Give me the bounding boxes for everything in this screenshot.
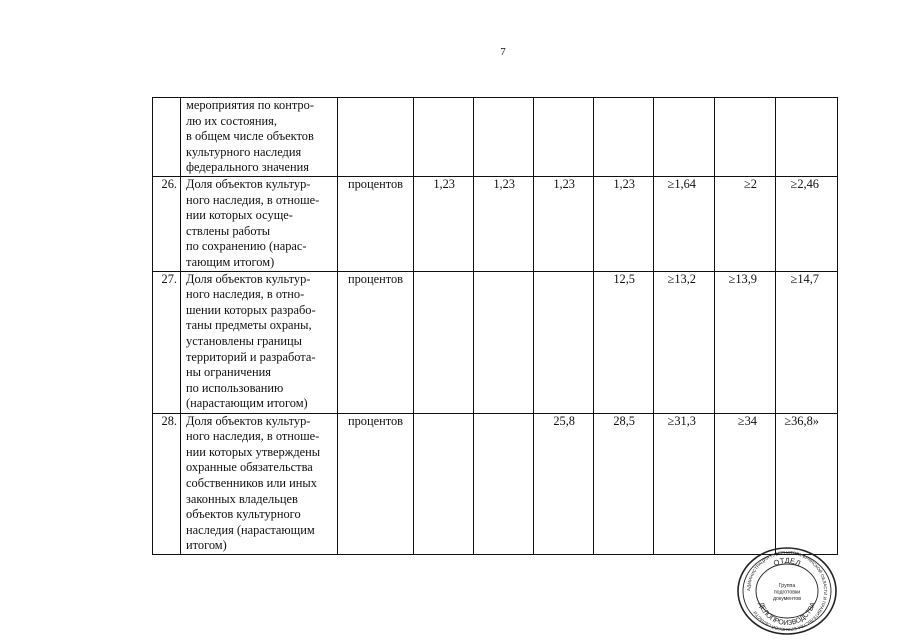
table-row: [153, 98, 838, 177]
indicator-name-line: по сохранению (нарас-: [186, 239, 307, 254]
table-row: [153, 413, 838, 554]
value-cell: [715, 98, 776, 177]
value-cell: ≥31,3: [654, 413, 715, 554]
stamp-center-text: [773, 583, 801, 602]
indicator-name-line: шении которых разрабо-: [186, 302, 316, 317]
indicator-name-cell: [181, 98, 338, 177]
unit-cell: процентов: [338, 176, 414, 271]
stamp-title: ОТДЕЛ: [772, 555, 802, 568]
value-cell: [474, 413, 534, 554]
unit-cell: [338, 98, 414, 177]
value-cell: ≥36,8»: [776, 413, 838, 554]
indicator-name-line: тающим итогом): [186, 254, 275, 269]
indicator-name-line: ствлены работы: [186, 223, 271, 238]
indicator-name-line: культурного наследия: [186, 144, 302, 159]
indicator-name-line: в общем числе объектов: [186, 129, 314, 144]
indicator-name-line: Доля объектов культур-: [186, 176, 311, 191]
indicator-name-cell: [181, 271, 338, 413]
indicator-name-line: Доля объектов культур-: [186, 271, 311, 286]
value-cell: ≥1,64: [654, 176, 715, 271]
value-cell: ≥13,9: [715, 271, 776, 413]
indicator-name-line: по использованию: [186, 380, 284, 395]
row-number-cell: 28.: [153, 413, 181, 554]
indicator-name-line: федерального значения: [186, 160, 309, 175]
value-cell: [534, 271, 594, 413]
table-row: [153, 176, 838, 271]
value-cell: 25,8: [534, 413, 594, 554]
value-cell: 1,23: [414, 176, 474, 271]
unit-cell: процентов: [338, 413, 414, 554]
value-cell: 1,23: [474, 176, 534, 271]
indicator-name-line: территорий и разработа-: [186, 349, 316, 364]
row-number-cell: 26.: [153, 176, 181, 271]
value-cell: [534, 98, 594, 177]
unit-cell: процентов: [338, 271, 414, 413]
indicator-name-line: законных владельцев: [186, 491, 298, 506]
value-cell: 28,5: [594, 413, 654, 554]
value-cell: [414, 271, 474, 413]
value-cell: [414, 413, 474, 554]
indicator-name-line: собственников или иных: [186, 475, 317, 490]
indicator-name-line: таны предметы охраны,: [186, 318, 312, 333]
value-cell: [594, 98, 654, 177]
page-number: 7: [500, 46, 506, 58]
value-cell: [474, 271, 534, 413]
indicator-name-line: ного наследия, в отноше-: [186, 192, 320, 207]
indicator-name-line: нии которых утверждены: [186, 444, 321, 459]
value-cell: [654, 98, 715, 177]
indicator-name-line: наследия (нарастающим: [186, 522, 315, 537]
indicator-table: [152, 97, 838, 555]
value-cell: ≥14,7: [776, 271, 838, 413]
indicator-name-line: ного наследия, в отноше-: [186, 429, 320, 444]
value-cell: ≥34: [715, 413, 776, 554]
indicator-name-cell: [181, 413, 338, 554]
stamp-outer-text: АДМИНИСТРАЦИЯ ГУБЕРНАТОРА БРЯНСКОЙ ОБЛАСТИ И ПРАВИТЕЛЬСТВА БРЯНСКОЙ ОБЛАСТИ: [745, 549, 829, 633]
indicator-name-line: ного наследия, в отно-: [186, 287, 305, 302]
indicator-name-line: охранные обязательства: [186, 460, 313, 475]
indicator-name-line: Доля объектов культур-: [186, 413, 311, 428]
indicator-name-line: итогом): [186, 538, 227, 553]
stamp-inner-text: ДЕЛОПРОИЗВОДСТВА: [756, 601, 818, 628]
value-cell: [776, 98, 838, 177]
value-cell: 1,23: [534, 176, 594, 271]
indicator-name-cell: [181, 176, 338, 271]
indicator-name-line: (нарастающим итогом): [186, 396, 308, 411]
value-cell: ≥13,2: [654, 271, 715, 413]
value-cell: ≥2,46: [776, 176, 838, 271]
value-cell: [474, 98, 534, 177]
indicator-name-line: установлены границы: [186, 333, 303, 348]
value-cell: ≥2: [715, 176, 776, 271]
value-cell: 12,5: [594, 271, 654, 413]
row-number-cell: [153, 98, 181, 177]
official-stamp: [736, 546, 838, 636]
indicator-name-line: ны ограничения: [186, 365, 271, 380]
indicator-name-line: мероприятия по контро-: [186, 98, 314, 112]
indicator-name-line: нии которых осуще-: [186, 208, 293, 223]
stamp-center-line: Группа: [778, 583, 796, 589]
stamp-center-line: подготовки: [773, 589, 801, 596]
value-cell: 1,23: [594, 176, 654, 271]
stamp-center-line: документов: [772, 596, 802, 602]
row-number-cell: 27.: [153, 271, 181, 413]
table-row: [153, 271, 838, 413]
value-cell: [414, 98, 474, 177]
indicator-name-line: лю их состояния,: [186, 113, 277, 128]
indicator-name-line: объектов культурного: [186, 507, 301, 522]
